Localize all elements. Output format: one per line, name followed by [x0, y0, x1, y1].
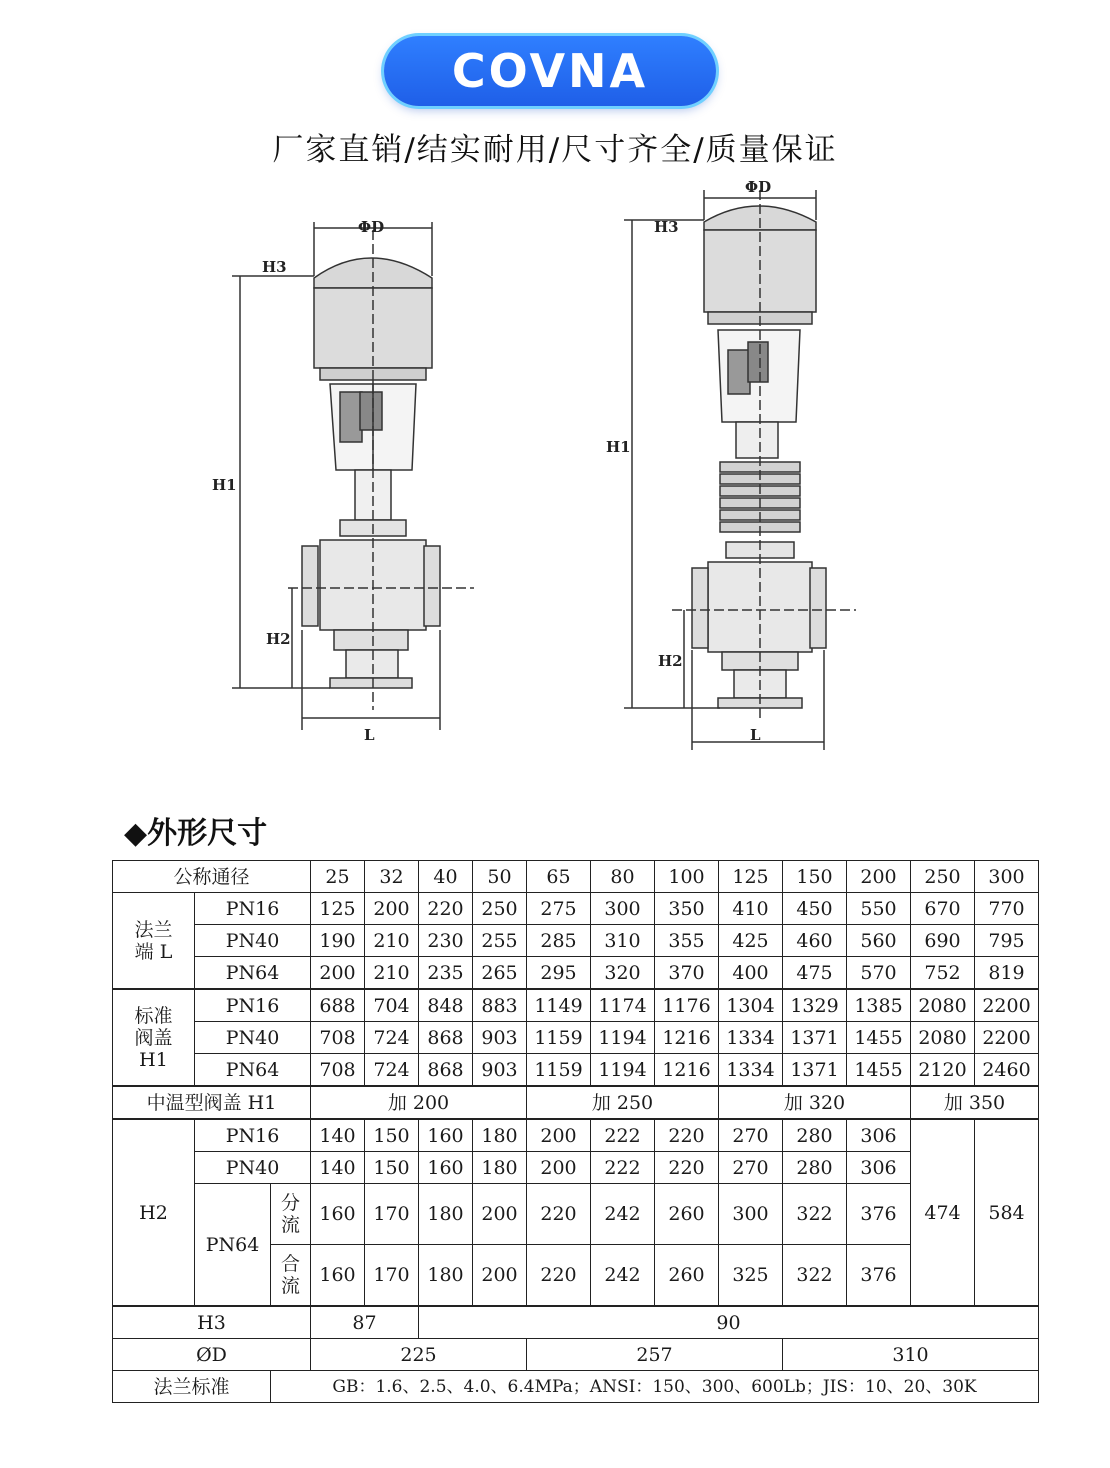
diamond-bullet-icon: ◆: [124, 816, 148, 851]
pn-label: PN16: [195, 1119, 311, 1152]
size-cell: 65: [527, 861, 591, 893]
value-cell: 150: [365, 1119, 419, 1152]
value-cell: 260: [655, 1245, 719, 1307]
merge-flow-label: 合 流: [271, 1245, 311, 1307]
value-cell: 550: [847, 893, 911, 925]
value-cell: 376: [847, 1245, 911, 1307]
od-value: 225: [311, 1339, 527, 1371]
value-cell: 2120: [911, 1054, 975, 1087]
table-row: [113, 989, 1039, 1022]
table-row: [113, 957, 1039, 990]
value-cell: 708: [311, 1022, 365, 1054]
value-cell: 310: [591, 925, 655, 957]
value-cell: 210: [365, 957, 419, 990]
mid-temp-group: 加 320: [719, 1086, 911, 1119]
size-cell: 40: [419, 861, 473, 893]
value-cell: 222: [591, 1119, 655, 1152]
value-cell: 670: [911, 893, 975, 925]
value-cell: 160: [419, 1152, 473, 1184]
value-cell: 200: [365, 893, 419, 925]
table-row: [113, 925, 1039, 957]
value-cell: 1194: [591, 1022, 655, 1054]
table-row: [113, 893, 1039, 925]
value-cell: 1334: [719, 1022, 783, 1054]
value-cell: 1194: [591, 1054, 655, 1087]
value-cell: 704: [365, 989, 419, 1022]
value-cell: 770: [975, 893, 1039, 925]
size-cell: 25: [311, 861, 365, 893]
value-cell: 400: [719, 957, 783, 990]
pn-label: PN16: [195, 893, 311, 925]
pn-label: PN40: [195, 925, 311, 957]
value-cell: 868: [419, 1054, 473, 1087]
value-cell: 450: [783, 893, 847, 925]
value-cell: 370: [655, 957, 719, 990]
value-cell: 242: [591, 1184, 655, 1245]
value-cell: 1455: [847, 1054, 911, 1087]
left-h3-label: H3: [262, 258, 287, 276]
size-cell: 250: [911, 861, 975, 893]
value-cell: 235: [419, 957, 473, 990]
slogan: 厂家直销/结实耐用/尺寸齐全/质量保证: [272, 132, 838, 168]
value-cell: 355: [655, 925, 719, 957]
right-h2-label: H2: [658, 652, 683, 670]
table-row: [113, 1184, 1039, 1245]
value-cell: 210: [365, 925, 419, 957]
table-row: [113, 1339, 1039, 1371]
od-value: 257: [527, 1339, 783, 1371]
valve-drawings: [0, 170, 1110, 760]
pn-label: PN64: [195, 1184, 271, 1307]
value-cell: 752: [911, 957, 975, 990]
value-cell: 200: [527, 1152, 591, 1184]
flange-l-label: 法兰 端 L: [113, 893, 195, 990]
value-cell: 220: [527, 1184, 591, 1245]
value-cell: 306: [847, 1152, 911, 1184]
h3-value: 90: [419, 1306, 1039, 1339]
value-cell: 180: [473, 1152, 527, 1184]
size-cell: 150: [783, 861, 847, 893]
value-cell: 690: [911, 925, 975, 957]
value-cell: 2080: [911, 989, 975, 1022]
value-cell: 180: [419, 1245, 473, 1307]
nominal-diameter-header: 公称通径: [113, 861, 311, 893]
value-cell: 242: [591, 1245, 655, 1307]
table-header-row: [113, 861, 1039, 893]
value-cell: 222: [591, 1152, 655, 1184]
value-cell: 220: [655, 1119, 719, 1152]
left-h2-label: H2: [266, 630, 291, 648]
h3-label: H3: [113, 1306, 311, 1339]
value-cell: 460: [783, 925, 847, 957]
split-flow-label: 分 流: [271, 1184, 311, 1245]
od-value: 310: [783, 1339, 1039, 1371]
value-cell: 170: [365, 1184, 419, 1245]
value-cell: 425: [719, 925, 783, 957]
value-cell: 170: [365, 1245, 419, 1307]
value-cell: 2460: [975, 1054, 1039, 1087]
h2-dn300-value: 584: [975, 1119, 1039, 1306]
value-cell: 280: [783, 1152, 847, 1184]
pn-label: PN16: [195, 989, 311, 1022]
value-cell: 220: [527, 1245, 591, 1307]
left-phi-d-label: ΦD: [358, 218, 385, 236]
value-cell: 1159: [527, 1054, 591, 1087]
value-cell: 140: [311, 1152, 365, 1184]
flange-std-value: GB：1.6、2.5、4.0、6.4MPa；ANSI：150、300、600Lb；JIS：10、20、30K: [271, 1371, 1039, 1403]
mid-temp-group: 加 350: [911, 1086, 1039, 1119]
mid-temp-group: 加 250: [527, 1086, 719, 1119]
value-cell: 200: [527, 1119, 591, 1152]
value-cell: 1149: [527, 989, 591, 1022]
dimension-table: [112, 860, 1039, 1403]
value-cell: 1329: [783, 989, 847, 1022]
value-cell: 125: [311, 893, 365, 925]
value-cell: 300: [591, 893, 655, 925]
value-cell: 260: [655, 1184, 719, 1245]
value-cell: 570: [847, 957, 911, 990]
size-cell: 200: [847, 861, 911, 893]
value-cell: 190: [311, 925, 365, 957]
value-cell: 200: [311, 957, 365, 990]
value-cell: 220: [419, 893, 473, 925]
pn-label: PN64: [195, 957, 311, 990]
table-row: [113, 1119, 1039, 1152]
size-cell: 80: [591, 861, 655, 893]
size-cell: 300: [975, 861, 1039, 893]
value-cell: 160: [311, 1245, 365, 1307]
value-cell: 868: [419, 1022, 473, 1054]
brand-name: COVNA: [451, 44, 649, 98]
value-cell: 848: [419, 989, 473, 1022]
value-cell: 1371: [783, 1054, 847, 1087]
left-l-label: L: [364, 726, 375, 744]
value-cell: 688: [311, 989, 365, 1022]
pn-label: PN64: [195, 1054, 311, 1087]
value-cell: 275: [527, 893, 591, 925]
value-cell: 306: [847, 1119, 911, 1152]
h2-dn250-value: 474: [911, 1119, 975, 1306]
value-cell: 903: [473, 1022, 527, 1054]
value-cell: 350: [655, 893, 719, 925]
value-cell: 2080: [911, 1022, 975, 1054]
value-cell: 2200: [975, 989, 1039, 1022]
h3-value: 87: [311, 1306, 419, 1339]
table-row: [113, 1054, 1039, 1087]
value-cell: 250: [473, 893, 527, 925]
left-h1-label: H1: [212, 476, 237, 494]
size-cell: 125: [719, 861, 783, 893]
mid-temp-h1-label: 中温型阀盖 H1: [113, 1086, 311, 1119]
value-cell: 1385: [847, 989, 911, 1022]
value-cell: 903: [473, 1054, 527, 1087]
od-label: ØD: [113, 1339, 311, 1371]
value-cell: 160: [311, 1184, 365, 1245]
value-cell: 180: [419, 1184, 473, 1245]
table-row: [113, 1022, 1039, 1054]
value-cell: 795: [975, 925, 1039, 957]
value-cell: 1304: [719, 989, 783, 1022]
value-cell: 1216: [655, 1054, 719, 1087]
size-cell: 32: [365, 861, 419, 893]
value-cell: 295: [527, 957, 591, 990]
value-cell: 270: [719, 1119, 783, 1152]
table-row: [113, 1152, 1039, 1184]
value-cell: 819: [975, 957, 1039, 990]
value-cell: 280: [783, 1119, 847, 1152]
std-bonnet-h1-label: 标准 阀盖 H1: [113, 989, 195, 1086]
table-row: [113, 1086, 1039, 1119]
value-cell: 1176: [655, 989, 719, 1022]
right-l-label: L: [750, 726, 761, 744]
value-cell: 322: [783, 1184, 847, 1245]
right-phi-d-label: ΦD: [745, 178, 772, 196]
table-row: [113, 1306, 1039, 1339]
value-cell: 1371: [783, 1022, 847, 1054]
value-cell: 560: [847, 925, 911, 957]
value-cell: 270: [719, 1152, 783, 1184]
value-cell: 410: [719, 893, 783, 925]
mid-temp-group: 加 200: [311, 1086, 527, 1119]
section-title: [124, 808, 267, 852]
left-valve-drawing: [232, 222, 474, 730]
value-cell: 230: [419, 925, 473, 957]
pn-label: PN40: [195, 1022, 311, 1054]
value-cell: 300: [719, 1184, 783, 1245]
value-cell: 376: [847, 1184, 911, 1245]
size-cell: 50: [473, 861, 527, 893]
value-cell: 140: [311, 1119, 365, 1152]
flange-std-label: 法兰标准: [113, 1371, 271, 1403]
value-cell: 1334: [719, 1054, 783, 1087]
value-cell: 708: [311, 1054, 365, 1087]
value-cell: 2200: [975, 1022, 1039, 1054]
value-cell: 150: [365, 1152, 419, 1184]
right-h1-label: H1: [606, 438, 631, 456]
value-cell: 1174: [591, 989, 655, 1022]
value-cell: 180: [473, 1119, 527, 1152]
value-cell: 255: [473, 925, 527, 957]
value-cell: 200: [473, 1245, 527, 1307]
value-cell: 220: [655, 1152, 719, 1184]
pn-label: PN40: [195, 1152, 311, 1184]
value-cell: 475: [783, 957, 847, 990]
value-cell: 320: [591, 957, 655, 990]
size-cell: 100: [655, 861, 719, 893]
value-cell: 160: [419, 1119, 473, 1152]
value-cell: 325: [719, 1245, 783, 1307]
value-cell: 883: [473, 989, 527, 1022]
value-cell: 1216: [655, 1022, 719, 1054]
section-title-text: 外形尺寸: [147, 816, 268, 851]
value-cell: 1159: [527, 1022, 591, 1054]
value-cell: 1455: [847, 1022, 911, 1054]
value-cell: 322: [783, 1245, 847, 1307]
h2-label: H2: [113, 1119, 195, 1306]
value-cell: 724: [365, 1054, 419, 1087]
value-cell: 285: [527, 925, 591, 957]
value-cell: 200: [473, 1184, 527, 1245]
value-cell: 724: [365, 1022, 419, 1054]
right-h3-label: H3: [654, 218, 679, 236]
table-row: [113, 1371, 1039, 1403]
brand-logo: [384, 36, 716, 106]
value-cell: 265: [473, 957, 527, 990]
